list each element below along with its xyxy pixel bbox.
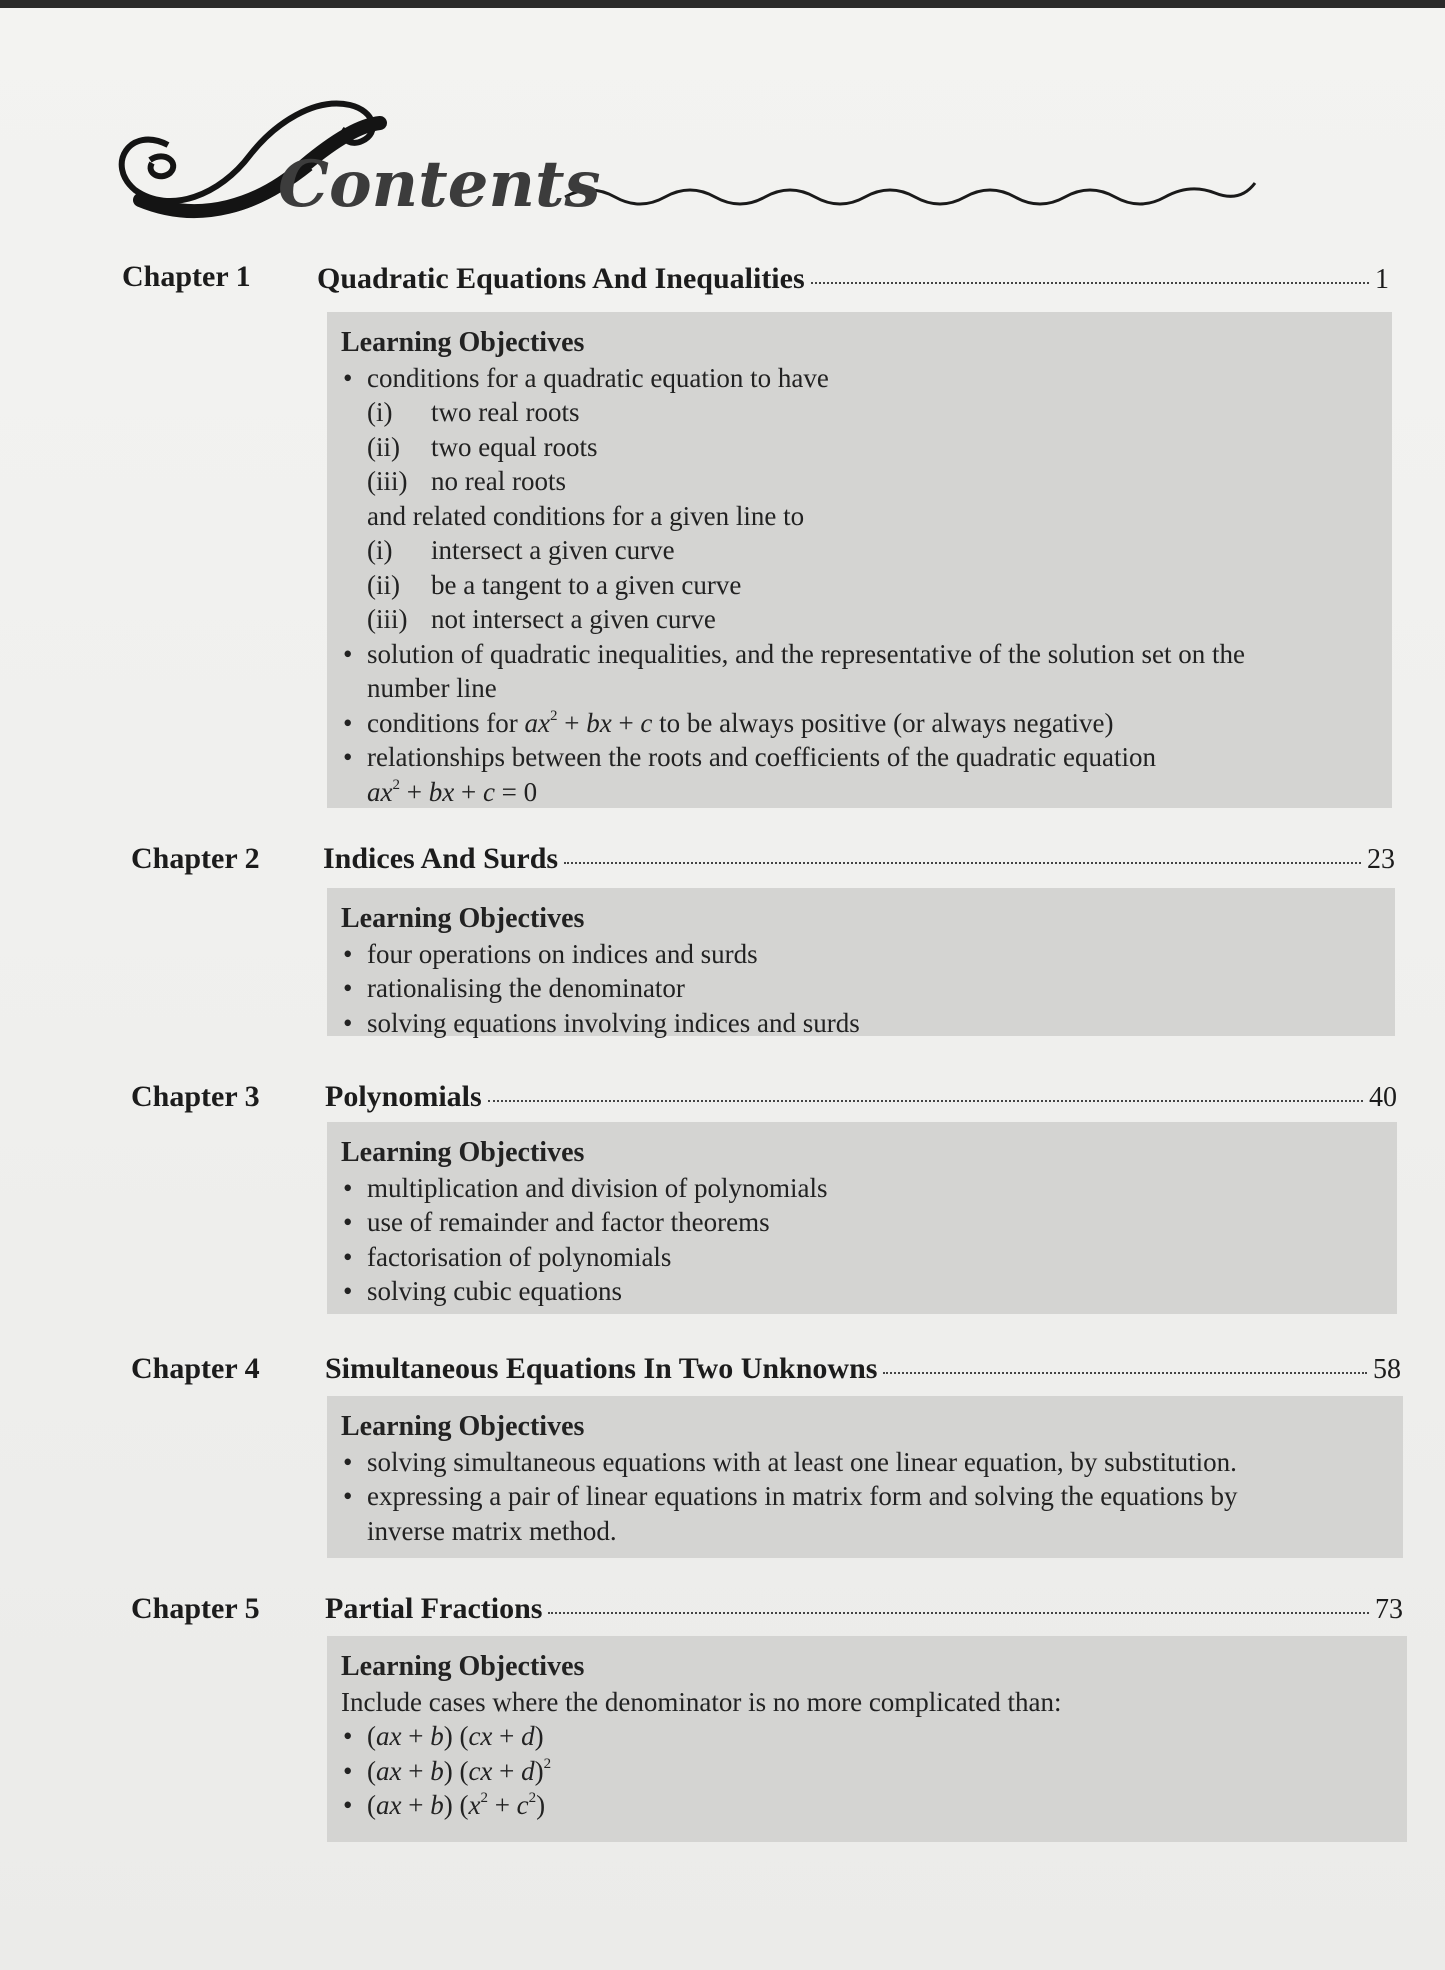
objectives-heading: Learning Objectives [341,327,585,358]
chapter-title-row [325,1352,1401,1386]
leader-dots [564,861,1361,864]
sub-item: (ii) two equal roots [367,431,598,462]
objectives-heading: Learning Objectives [341,1411,585,1442]
objectives-heading: Learning Objectives [341,1651,585,1682]
learning-objectives-box [327,1122,1397,1314]
chapter-page-number: 40 [1369,1082,1397,1113]
leader-dots [488,1099,1363,1102]
sub-item: (ii) be a tangent to a given curve [367,569,742,600]
chapter-title-row [325,1592,1403,1626]
math-expression: • (ax + b) (cx + d) [341,1719,1393,1754]
learning-objectives-box [327,312,1392,808]
page-top-edge [0,0,1445,8]
chapter-page-number: 73 [1375,1594,1403,1625]
list-item: • expressing a pair of linear equations in matrix form and solving the equations by [341,1479,1389,1514]
chapter-label: Chapter 2 [131,842,260,875]
chapter-page-number: 1 [1375,264,1389,295]
learning-objectives-box [327,888,1395,1036]
learning-objectives-box [327,1636,1407,1842]
objectives-heading: Learning Objectives [341,1137,585,1168]
contents-header [110,85,1410,225]
chapter-label: Chapter 4 [131,1352,260,1385]
list-item: • relationships between the roots and coefficients of the quadratic equation [341,740,1378,775]
list-item: • solving cubic equations [341,1274,1383,1309]
chapter-page-number: 58 [1373,1354,1401,1385]
leader-dots [883,1371,1367,1374]
list-item: • solution of quadratic inequalities, and the representative of the solution set on the [341,637,1378,672]
chapter-label: Chapter 5 [131,1592,260,1625]
chapter-label: Chapter 3 [131,1080,260,1113]
math-expression: $ax^2$ + bx + c [524,707,653,738]
math-expression: • (ax + b) (cx + d)$^2$ [341,1754,1393,1789]
page-title: Contents [278,147,601,222]
leader-dots [548,1611,1369,1614]
list-item: • conditions for $ax^2$ + bx + c to be always positive (or always negative) [341,706,1378,741]
list-item: • use of remainder and factor theorems [341,1205,1383,1240]
list-item: • four operations on indices and surds [341,937,1381,972]
list-item: • conditions for a quadratic equation to have [341,361,1378,396]
list-item: • solving simultaneous equations with at least one linear equation, by substitution. [341,1445,1389,1480]
list-item: • rationalising the denominator [341,971,1381,1006]
math-expression: $ax^2$ + bx + c = 0 [367,776,538,807]
chapter-title: Simultaneous Equations In Two Unknowns [325,1352,878,1385]
math-expression: • (ax + b) $(x^2 + c^2)$ [341,1788,1393,1823]
list-item: • solving equations involving indices and surds [341,1006,1381,1041]
objectives-heading: Learning Objectives [341,903,585,934]
chapter-title: Polynomials [325,1080,482,1113]
chapter-title-row [317,262,1389,296]
learning-objectives-box [327,1396,1403,1558]
list-item-continuation: number line [367,673,497,703]
leader-dots [811,281,1369,284]
sub-item: (iii) not intersect a given curve [367,604,716,634]
chapter-title: Partial Fractions [325,1592,543,1625]
chapter-title-row [325,1080,1397,1114]
chapter-title: Quadratic Equations And Inequalities [317,262,805,295]
sub-item: (i) two real roots [367,397,580,427]
list-intro: Include cases where the denominator is no more complicated than: [341,1686,1062,1717]
chapter-label: Chapter 1 [122,260,251,293]
list-item: • multiplication and division of polynomials [341,1171,1383,1206]
sub-item: (i) intersect a given curve [367,535,675,565]
list-item-continuation: inverse matrix method. [367,1515,617,1546]
list-item: • factorisation of polynomials [341,1240,1383,1275]
chapter-page-number: 23 [1367,844,1395,875]
list-item: and related conditions for a given line to [367,500,805,531]
chapter-title: Indices And Surds [323,842,559,875]
sub-item: (iii) no real roots [367,466,566,496]
chapter-title-row [323,842,1395,876]
